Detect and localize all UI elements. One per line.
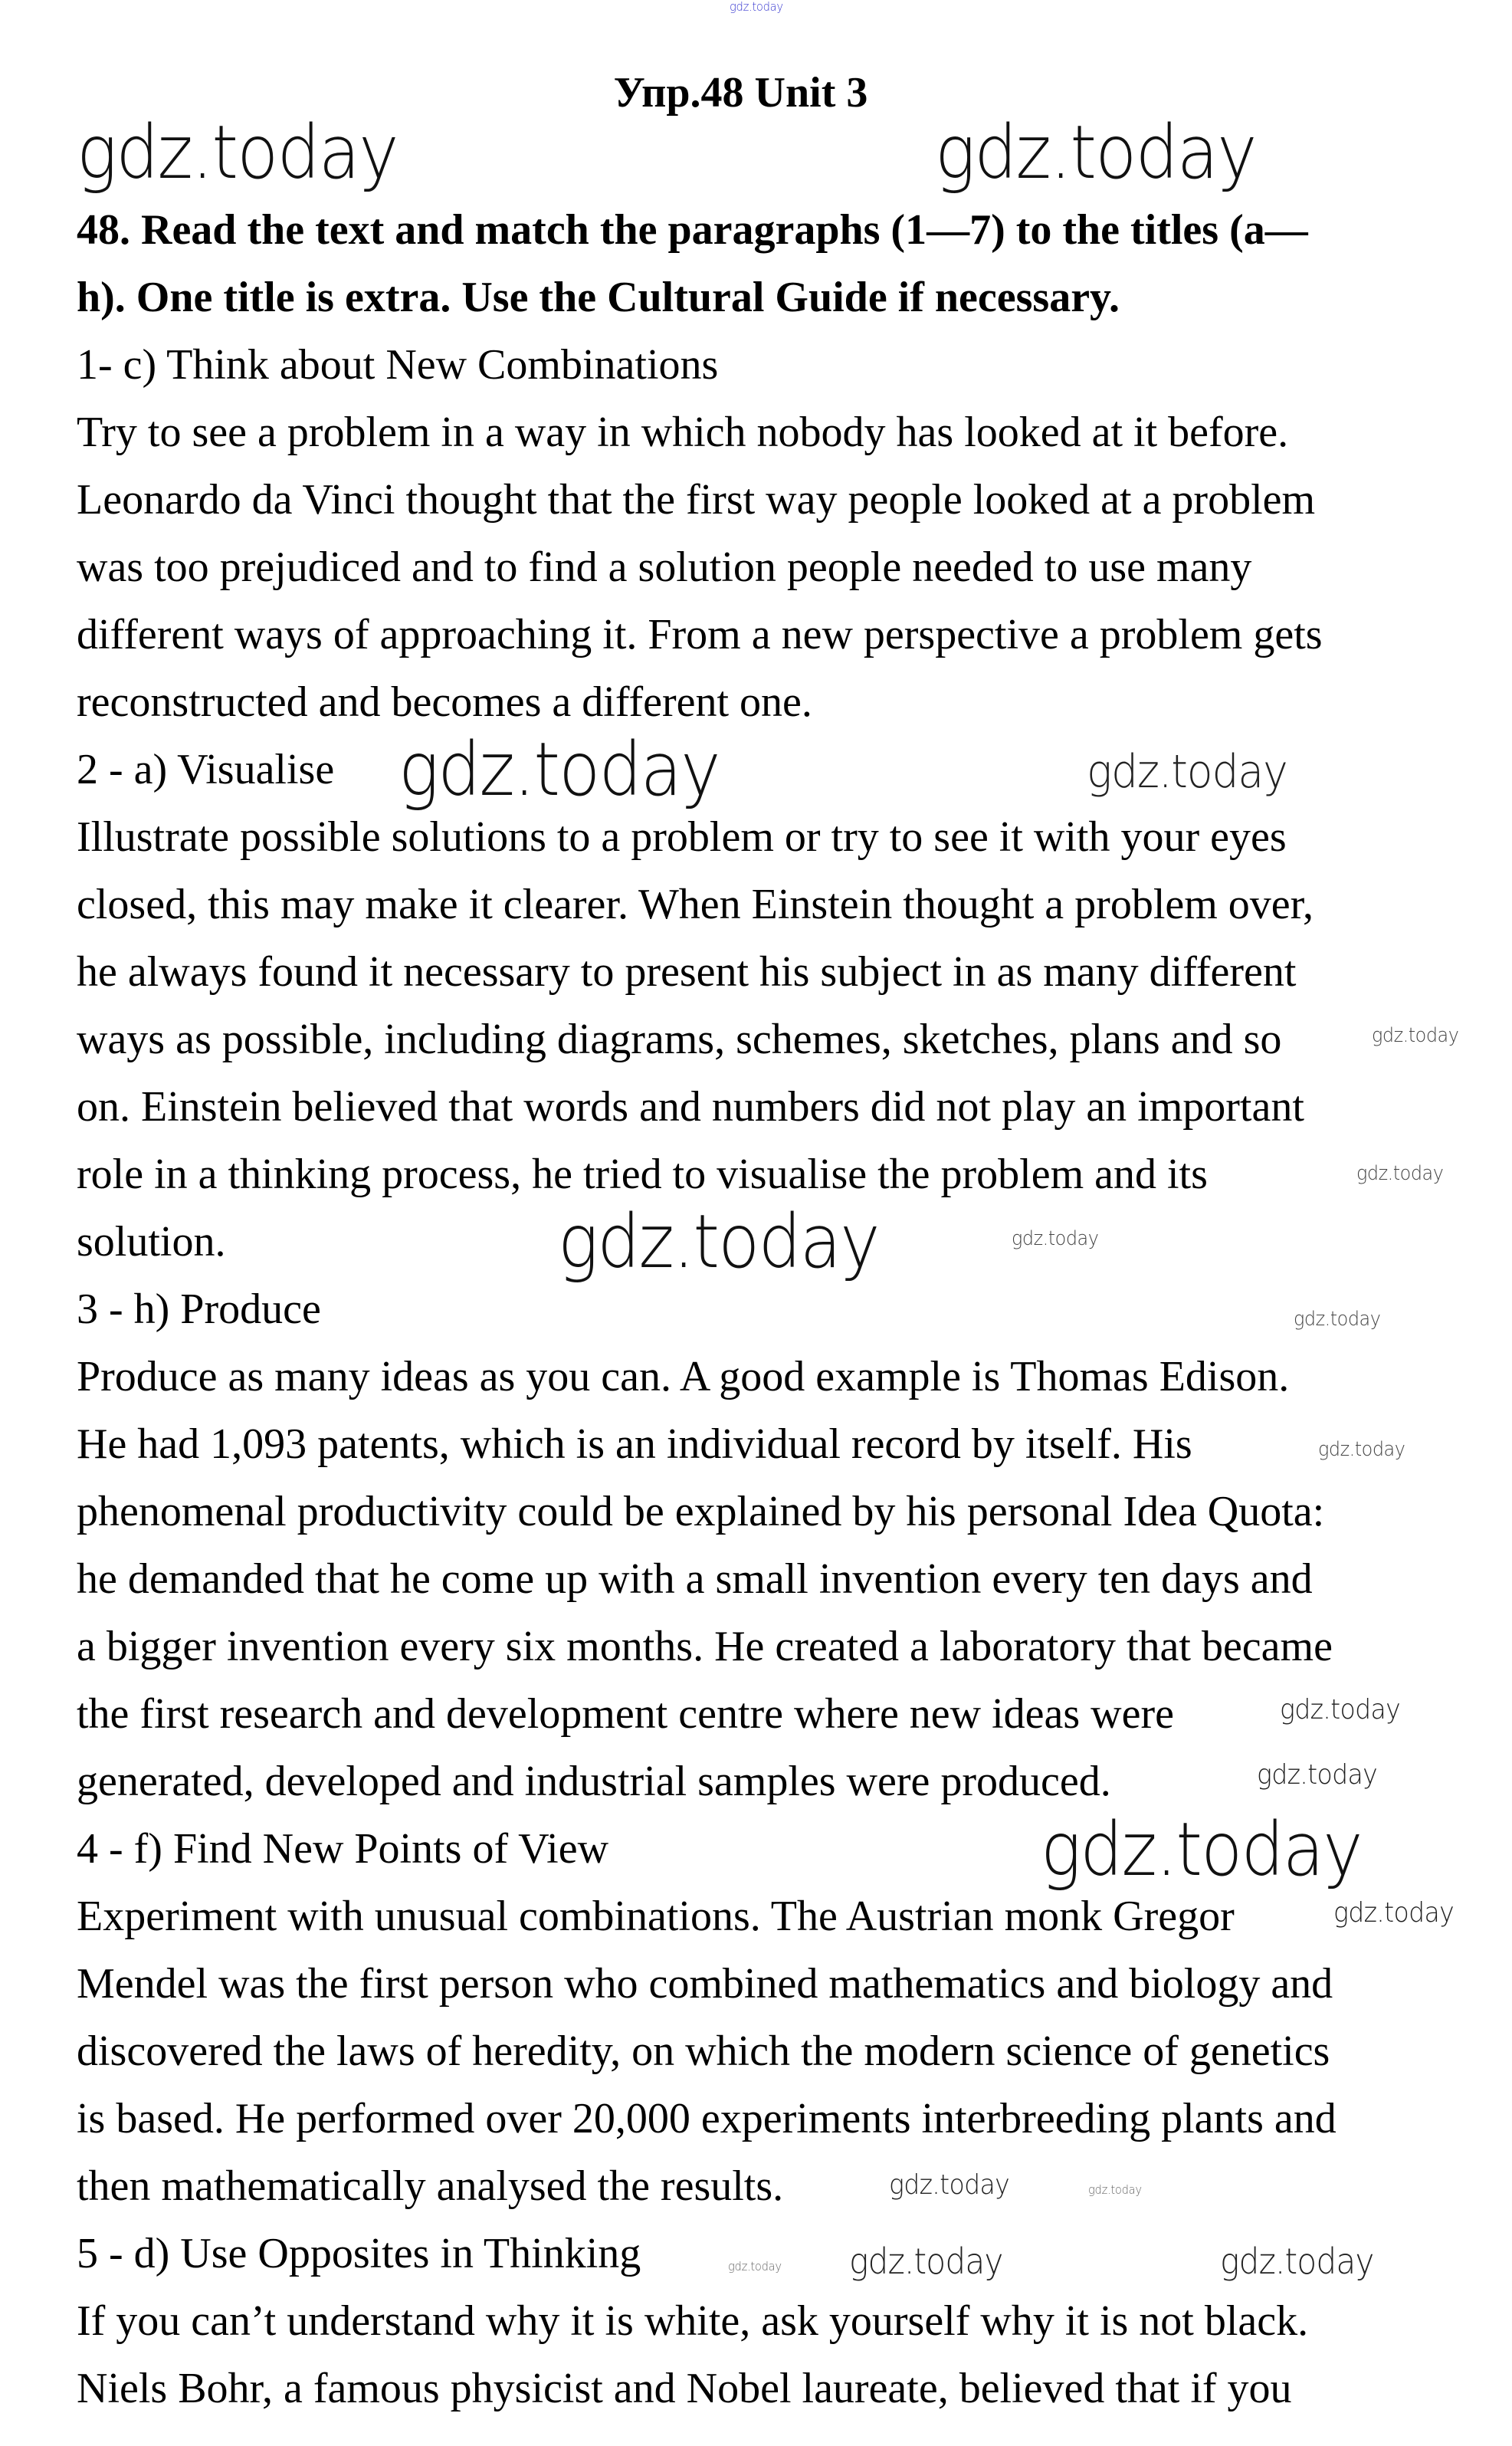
text-line: phenomenal productivity could be explained by his personal Idea Quota: bbox=[77, 1488, 1325, 1535]
text-line: 2 - a) Visualise bbox=[77, 746, 335, 793]
text-line: Mendel was the first person who combined mathematics and biology and bbox=[77, 1960, 1333, 2008]
watermark: gdz.today bbox=[558, 1199, 879, 1285]
text-line: If you can’t understand why it is white, ask yourself why it is not black. bbox=[77, 2297, 1309, 2345]
watermark: gdz.today bbox=[889, 2169, 1010, 2201]
text-line: 3 - h) Produce bbox=[77, 1285, 321, 1333]
watermark: gdz.today bbox=[1257, 1759, 1378, 1791]
watermark: gdz.today bbox=[1088, 2182, 1142, 2197]
header-watermark: gdz.today bbox=[730, 0, 783, 14]
watermark: gdz.today bbox=[1294, 1308, 1381, 1331]
instruction-line: 48. Read the text and match the paragraphs (1—7) to the titles (a— bbox=[77, 206, 1308, 254]
text-line: Try to see a problem in a way in which nobody has looked at it before. bbox=[77, 409, 1289, 456]
text-line: Produce as many ideas as you can. A good example is Thomas Edison. bbox=[77, 1353, 1290, 1400]
text-line: generated, developed and industrial samples were produced. bbox=[77, 1758, 1111, 1805]
watermark: gdz.today bbox=[1356, 1162, 1444, 1185]
text-line: 1- c) Think about New Combinations bbox=[77, 341, 719, 389]
text-line: closed, this may make it clearer. When Einstein thought a problem over, bbox=[77, 881, 1314, 928]
text-line: was too prejudiced and to find a solution people needed to use many bbox=[77, 543, 1252, 591]
text-line: Illustrate possible solutions to a problem or try to see it with your eyes bbox=[77, 813, 1287, 861]
watermark: gdz.today bbox=[1087, 745, 1287, 799]
text-line: Experiment with unusual combinations. The Austrian monk Gregor bbox=[77, 1893, 1235, 1940]
text-line: different ways of approaching it. From a new perspective a problem gets bbox=[77, 611, 1323, 658]
watermark: gdz.today bbox=[77, 110, 398, 195]
watermark: gdz.today bbox=[728, 2259, 782, 2274]
watermark: gdz.today bbox=[1333, 1897, 1455, 1929]
watermark: gdz.today bbox=[1372, 1024, 1459, 1047]
watermark: gdz.today bbox=[1012, 1227, 1099, 1250]
text-line: 4 - f) Find New Points of View bbox=[77, 1825, 609, 1873]
text-line: he demanded that he come up with a small invention every ten days and bbox=[77, 1555, 1313, 1603]
text-line: a bigger invention every six months. He created a laboratory that became bbox=[77, 1623, 1333, 1670]
watermark: gdz.today bbox=[1041, 1807, 1362, 1893]
text-line: 5 - d) Use Opposites in Thinking bbox=[77, 2230, 641, 2277]
text-line: is based. He performed over 20,000 experiments interbreeding plants and bbox=[77, 2095, 1337, 2142]
text-line: Niels Bohr, a famous physicist and Nobel laureate, believed that if you bbox=[77, 2365, 1292, 2412]
text-line: the first research and development centre where new ideas were bbox=[77, 1690, 1174, 1738]
text-line: reconstructed and becomes a different one. bbox=[77, 678, 812, 726]
text-line: solution. bbox=[77, 1218, 226, 1266]
text-line: on. Einstein believed that words and numbers did not play an important bbox=[77, 1083, 1304, 1131]
watermark: gdz.today bbox=[1318, 1438, 1405, 1461]
watermark: gdz.today bbox=[935, 110, 1256, 195]
watermark: gdz.today bbox=[398, 727, 720, 813]
watermark: gdz.today bbox=[1220, 2241, 1374, 2282]
text-line: role in a thinking process, he tried to visualise the problem and its bbox=[77, 1151, 1208, 1198]
instruction-line: h). One title is extra. Use the Cultural Guide if necessary. bbox=[77, 274, 1120, 321]
text-line: Leonardo da Vinci thought that the first way people looked at a problem bbox=[77, 476, 1316, 524]
text-line: then mathematically analysed the results. bbox=[77, 2162, 784, 2210]
text-line: He had 1,093 patents, which is an individual record by itself. His bbox=[77, 1420, 1192, 1468]
watermark: gdz.today bbox=[1280, 1694, 1401, 1725]
text-line: ways as possible, including diagrams, schemes, sketches, plans and so bbox=[77, 1016, 1282, 1063]
exercise-text bbox=[77, 196, 1337, 2422]
watermark: gdz.today bbox=[849, 2241, 1003, 2282]
text-line: he always found it necessary to present his subject in as many different bbox=[77, 948, 1297, 996]
text-line: discovered the laws of heredity, on which the modern science of genetics bbox=[77, 2027, 1330, 2075]
page-title: Упр.48 Unit 3 bbox=[613, 69, 868, 117]
